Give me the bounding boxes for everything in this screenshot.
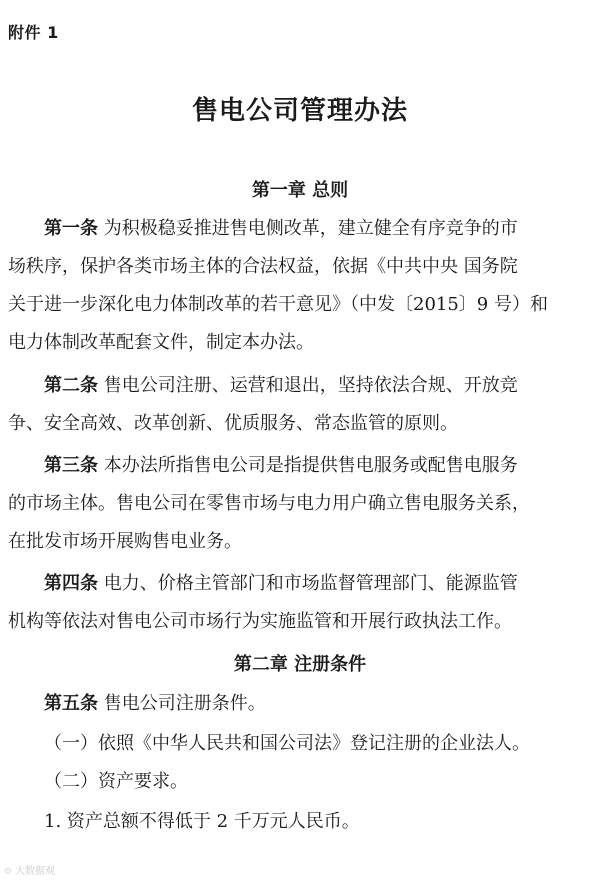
article-1-line-4: 电力体制改革配套文件，制定本办法。 (8, 332, 314, 353)
chapter-heading-1: 第一章 总则 (251, 180, 349, 201)
article-4-label: 第四条 (44, 573, 98, 594)
article-4-line-1: 第四条 电力、价格主管部门和市场监督管理部门、能源监管 (44, 573, 518, 594)
article-2 (8, 367, 592, 443)
article-3-label: 第三条 (44, 455, 98, 476)
article-1-line-3: 关于进一步深化电力体制改革的若干意见》（中发〔2015〕9 号）和 (8, 294, 548, 315)
watermark-logo-icon: ⟐ (4, 866, 16, 877)
article-1-line-1: 第一条 为积极稳妥推进售电侧改革，建立健全有序竞争的市 (44, 218, 518, 239)
document-title: 售电公司管理办法 (191, 96, 408, 126)
list-item-2: （二）资产要求。 (44, 771, 188, 792)
article-4-line-2: 机构等依法对售电公司市场行为实施监管和开展行政执法工作。 (8, 611, 512, 632)
article-3 (8, 447, 592, 561)
article-5 (8, 685, 592, 723)
watermark: ⟐ 大数据观 (4, 866, 56, 877)
article-1-label: 第一条 (44, 218, 98, 239)
article-3-line-1: 第三条 本办法所指售电公司是指提供售电服务或配售电服务 (44, 455, 518, 476)
article-1 (8, 210, 592, 362)
article-2-line-1: 第二条 售电公司注册、运营和退出，坚持依法合规、开放竞 (44, 375, 518, 396)
article-1-line-2: 场秩序，保护各类市场主体的合法权益，依据《中共中央 国务院 (8, 256, 518, 277)
article-5-line-1: 第五条 售电公司注册条件。 (44, 693, 266, 714)
article-3-line-3: 在批发市场开展购售电业务。 (8, 531, 242, 552)
article-3-line-2: 的市场主体。售电公司在零售市场与电力用户确立售电服务关系， (8, 493, 530, 514)
list-item-3: 1. 资产总额不得低于 2 千万元人民币。 (44, 811, 360, 832)
article-4 (8, 565, 592, 641)
list-item-1: （一）依照《中华人民共和国公司法》登记注册的企业法人。 (44, 733, 530, 754)
article-2-label: 第二条 (44, 375, 98, 396)
attachment-label: 附件 1 (8, 23, 59, 42)
article-5-label: 第五条 (44, 693, 98, 714)
article-2-line-2: 争、安全高效、改革创新、优质服务、常态监管的原则。 (8, 413, 458, 434)
chapter-heading-2: 第二章 注册条件 (233, 654, 367, 675)
